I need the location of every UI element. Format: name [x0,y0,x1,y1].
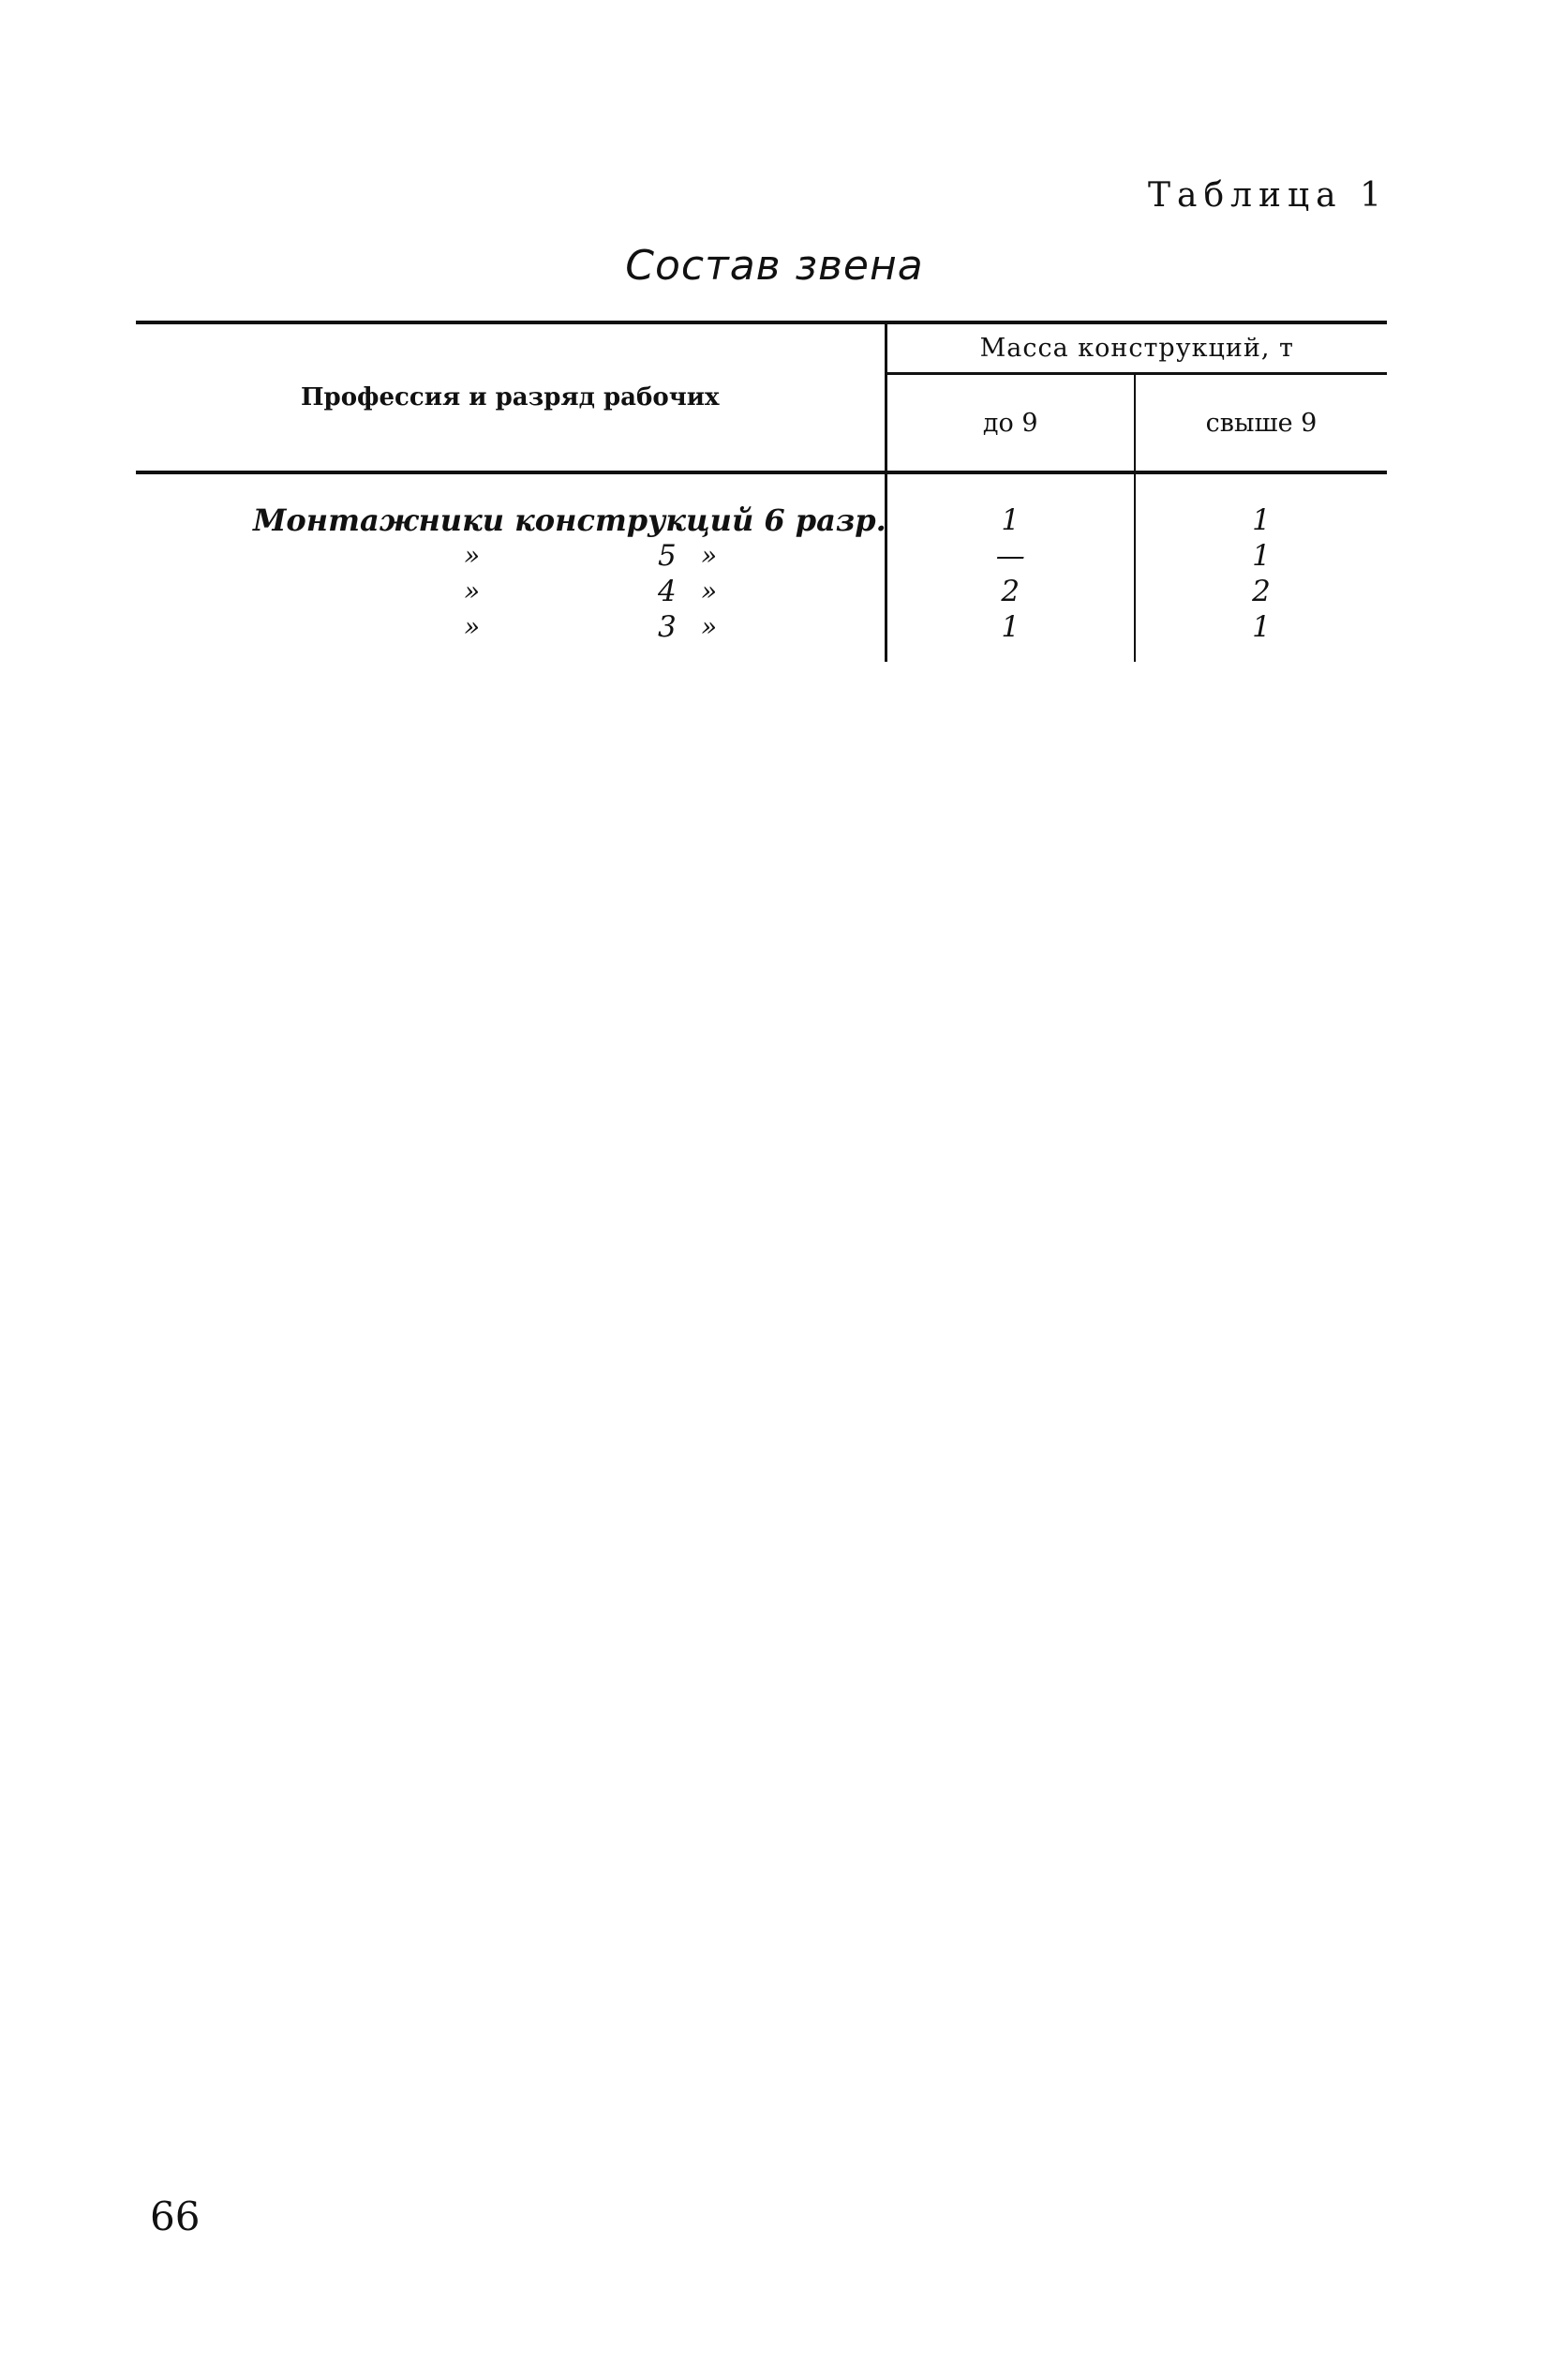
cell-over-9: 2 [1252,575,1271,608]
ditto-mark: » [701,576,718,606]
ditto-mark: » [464,576,481,606]
header-mass-over-9: свыше 9 [1135,374,1387,472]
crew-composition-table [136,321,1387,662]
row-profession [136,538,886,574]
grade-number: 4 [658,575,677,608]
grade-number: 5 [658,539,677,573]
crew-composition-table-container [136,321,1387,662]
row-profession [136,609,886,662]
ditto-mark: » [464,611,481,642]
header-mass-up-to-9: до 9 [886,374,1135,472]
table-title: Состав звена [625,242,924,290]
cell-up-to-9: 1 [886,609,1135,662]
table-row [136,538,1387,574]
ditto-mark: » [701,540,718,571]
grade-number: 3 [658,610,677,644]
cell-over-9: 1 [1252,539,1271,573]
table-header [136,322,1387,472]
cell-up-to-9: — [886,538,1135,574]
ditto-mark: » [701,611,718,642]
table-row [136,472,1387,538]
header-mass-group: Масса конструкций, т [886,322,1387,374]
ditto-mark: » [464,540,481,571]
table-body [136,472,1387,662]
cell-up-to-9: 1 [886,472,1135,538]
row-profession [136,472,886,538]
table-row [136,609,1387,662]
table-row [136,574,1387,609]
cell-over-9: 1 [1252,503,1271,537]
table-number-label: Таблица 1 [1148,176,1388,215]
cell-over-9: 1 [1252,610,1271,644]
header-profession: Профессия и разряд рабочих [136,322,886,472]
page-number: 66 [150,2193,201,2239]
cell-up-to-9: 2 [886,574,1135,609]
row-profession [136,574,886,609]
profession-name: Монтажники конструкций 6 разр. [253,502,886,538]
